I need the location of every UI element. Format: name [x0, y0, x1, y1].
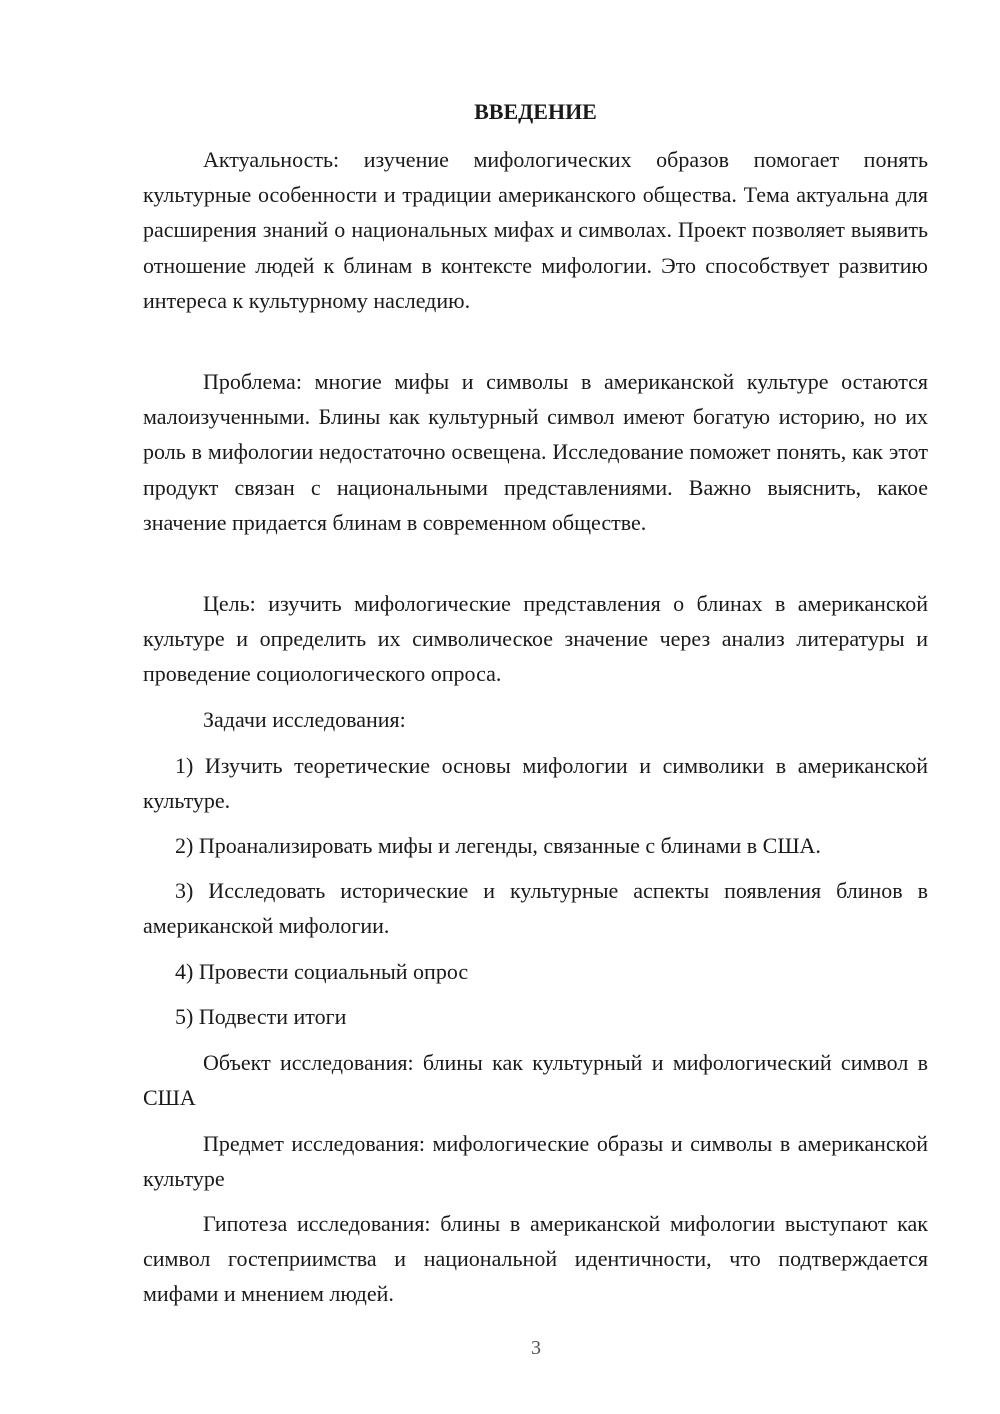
- relevance-paragraph: Актуальность: изучение мифологических образов помогает понять культурные особенности и традиции американского общества. Тема актуальна для расширения знаний о национальных мифах и символах. Проект позволяет выявить отношение людей к блинам в контексте мифологии. Это способствует развитию интереса к культурному наследию.: [143, 147, 928, 313]
- page-number: 3: [531, 1337, 541, 1359]
- task-item-4: 4) Провести социальный опрос: [175, 959, 469, 984]
- task-item-3: 3) Исследовать исторические и культурные аспекты появления блинов в американской мифологии.: [143, 878, 928, 939]
- problem-paragraph: Проблема: многие мифы и символы в американской культуре остаются малоизученными. Блины как культурный символ имеют богатую историю, но их роль в мифологии недостаточно освещена. Исследование поможет понять, как этот продукт связан с национальными представлениями. Важно выяснить, какое значение придается блинам в современном обществе.: [143, 369, 928, 535]
- object-paragraph: Объект исследования: блины как культурный и мифологический символ в США: [143, 1050, 928, 1111]
- subject-paragraph: Предмет исследования: мифологические образы и символы в американской культуре: [143, 1131, 928, 1192]
- task-item-1: 1) Изучить теоретические основы мифологии и символики в американской культуре.: [143, 753, 928, 814]
- hypothesis-paragraph: Гипотеза исследования: блины в американской мифологии выступают как символ гостеприимства и национальной идентичности, что подтверждается мифами и мнением людей.: [143, 1211, 928, 1307]
- task-item-2: 2) Проанализировать мифы и легенды, связанные с блинами в США.: [175, 833, 821, 858]
- goal-paragraph: Цель: изучить мифологические представления о блинах в американской культуре и определить их символическое значение через анализ литературы и проведение социологического опроса.: [143, 591, 928, 687]
- page-title: ВВЕДЕНИЕ: [474, 99, 597, 124]
- task-item-5: 5) Подвести итоги: [175, 1004, 347, 1029]
- tasks-heading: Задачи исследования:: [203, 707, 406, 732]
